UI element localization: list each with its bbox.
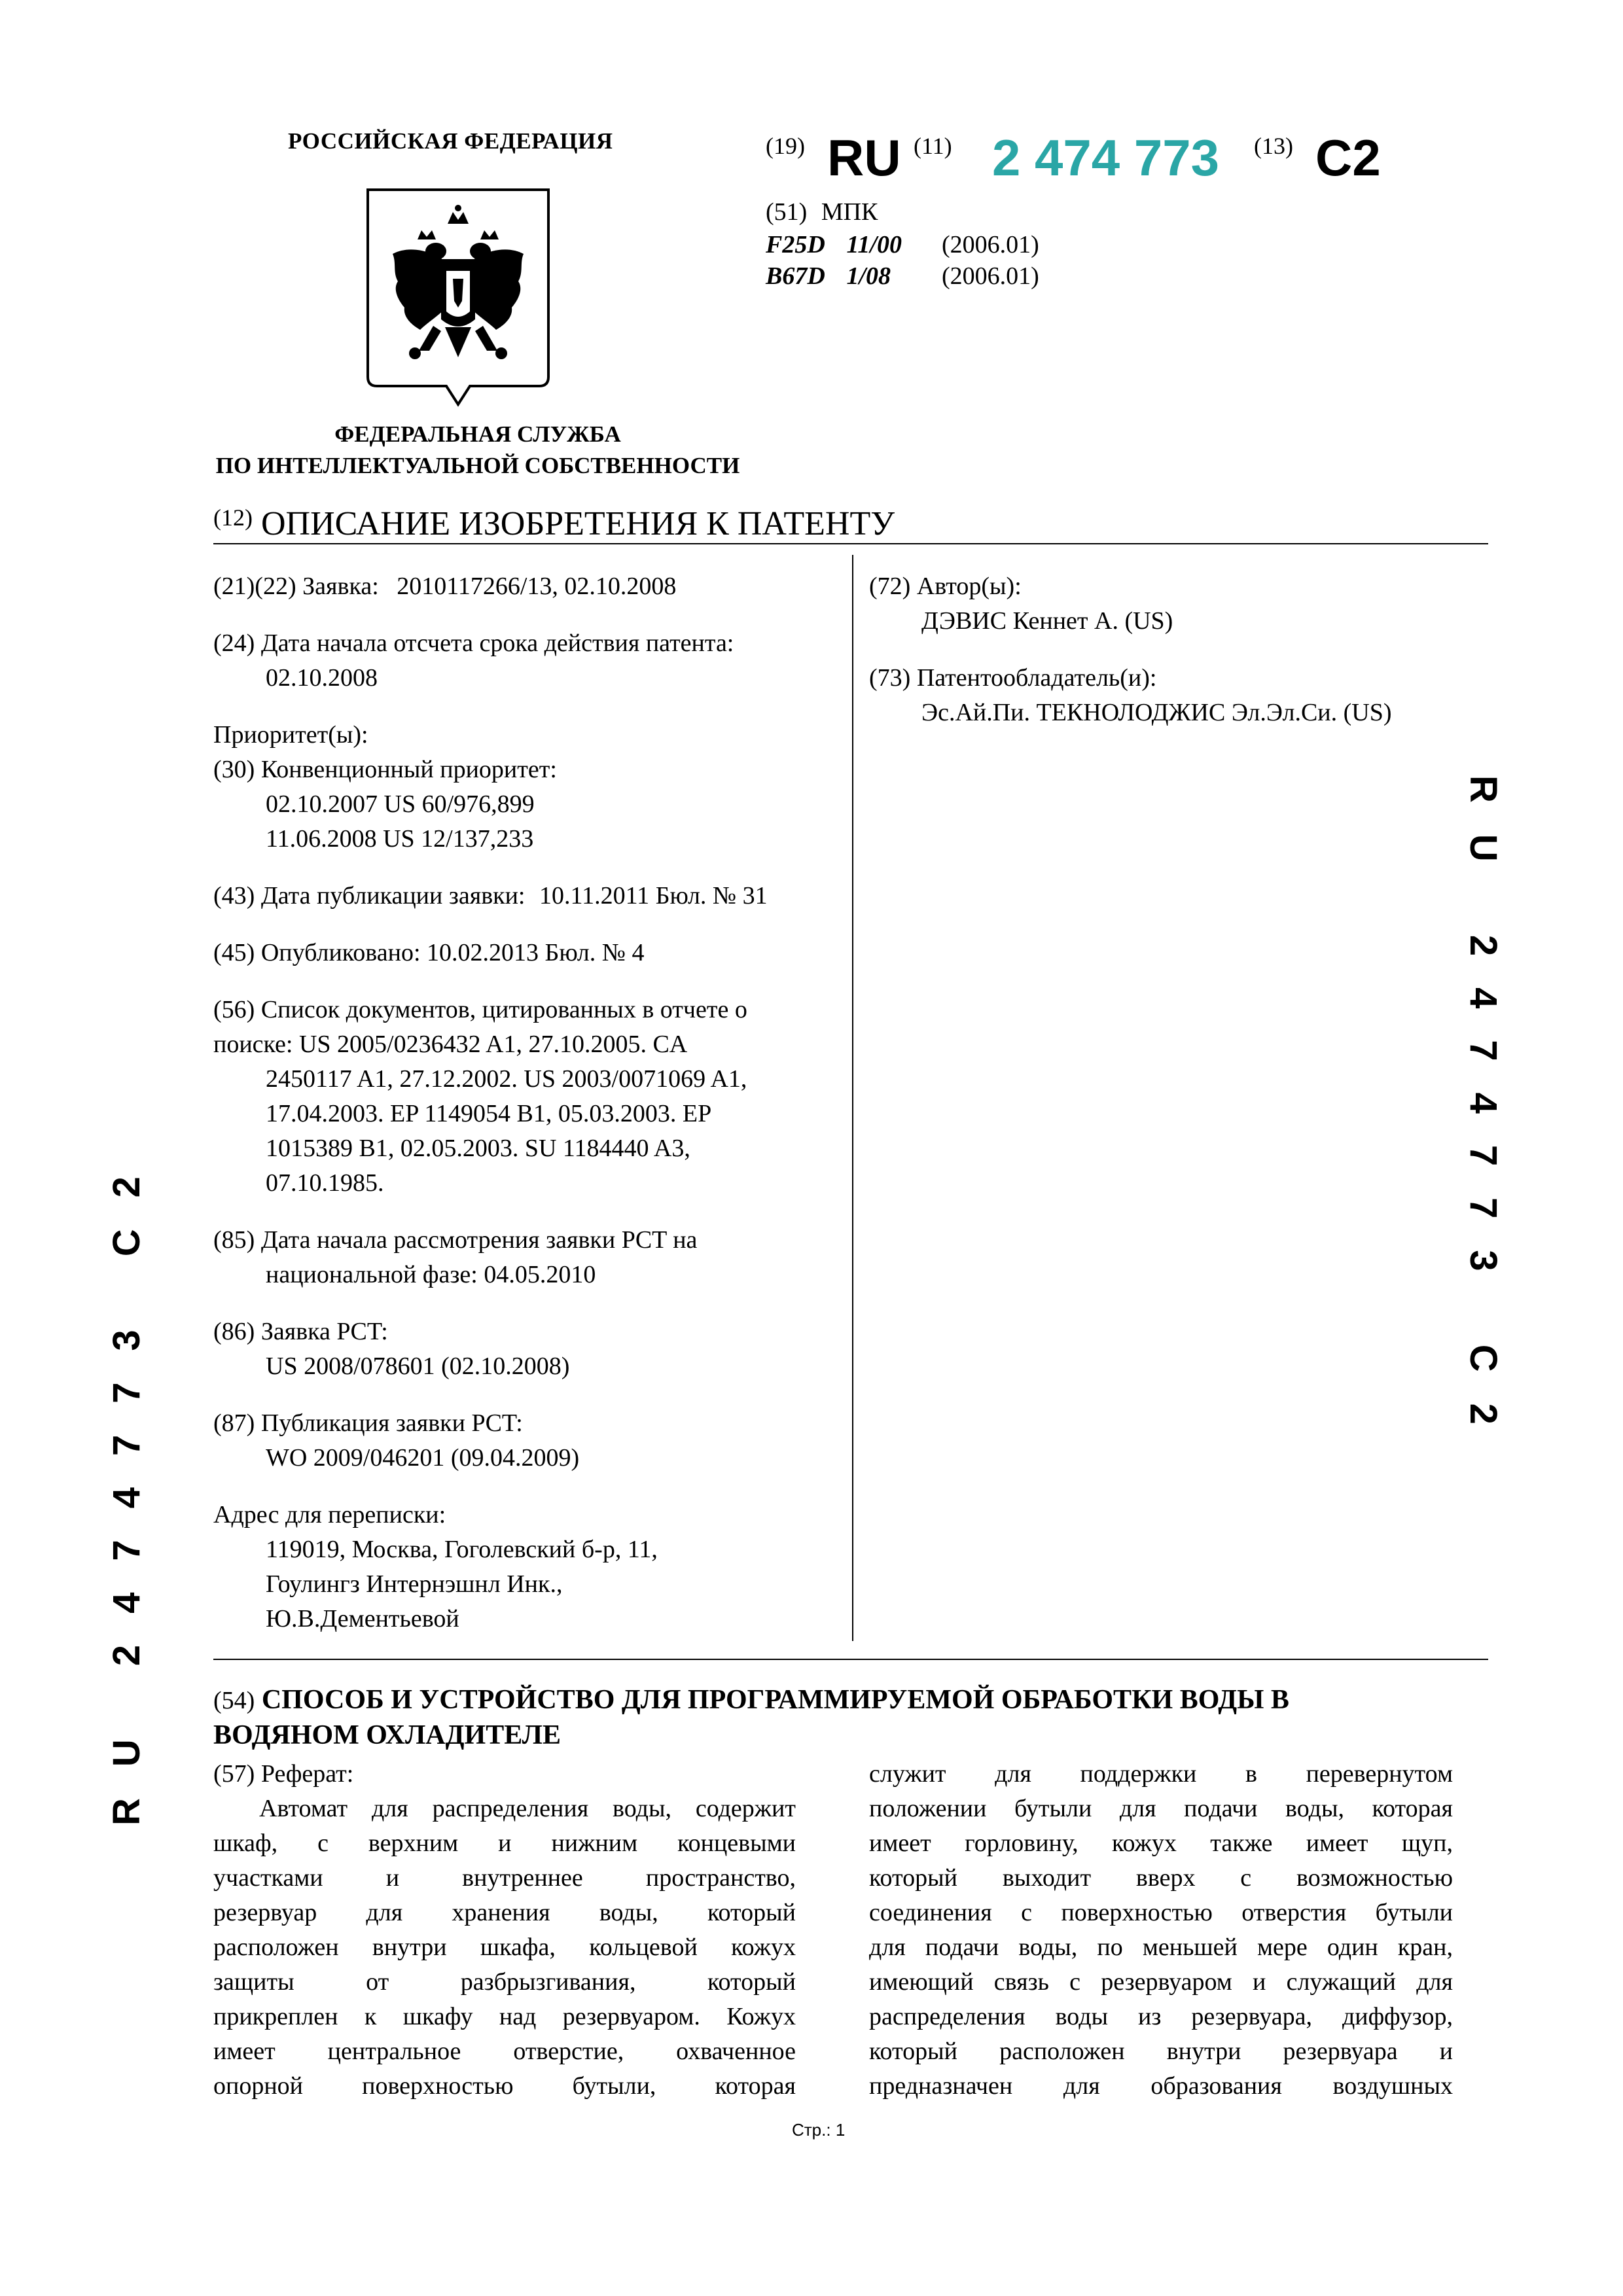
page-number: Стр.: 1 [792, 2120, 846, 2140]
russian-coat-of-arms-icon [364, 186, 552, 408]
invention-title [213, 1683, 1391, 1753]
cited-document: 07.10.1985. [266, 1169, 384, 1197]
patent-owner: Эс.Ай.Пи. ТЕКНОЛОДЖИС Эл.Эл.Си. (US) [921, 699, 1392, 726]
side-label-left: RU 2474773 C2 [105, 1145, 148, 1826]
document-title [213, 504, 895, 543]
field-code: (30) [213, 756, 255, 783]
title-text: ОПИСАНИЕ ИЗОБРЕТЕНИЯ К ПАТЕНТУ [260, 505, 895, 542]
section-rule [213, 1659, 1488, 1660]
address-line: Ю.В.Дементьевой [266, 1605, 459, 1633]
field-code: (85) [213, 1226, 255, 1254]
field-code: (86) [213, 1318, 255, 1345]
field-87 [213, 1406, 842, 1475]
agency-name [196, 419, 759, 482]
field-label: национальной фазе: [266, 1261, 478, 1288]
field-code: (72) [869, 573, 911, 600]
kind-code: C2 [1315, 129, 1381, 186]
field-label: Автор(ы): [916, 573, 1022, 600]
field-label: поиске: [213, 1031, 293, 1058]
ipc-class: B67D [766, 262, 825, 290]
abstract-line: шкаф, с верхним и нижним концевыми [213, 1829, 796, 1857]
publication-date: 10.11.2011 [539, 882, 650, 910]
field-56 [213, 993, 842, 1201]
application-value: 2010117266/13, 02.10.2008 [397, 573, 677, 600]
field-45 [213, 936, 842, 970]
field-24 [213, 626, 842, 696]
abstract-line: служит для поддержки в перевернутом [869, 1760, 1453, 1788]
abstract-line: прикреплен к шкафу над резервуаром. Кожух [213, 2003, 796, 2030]
ipc-label: МПК [821, 198, 878, 226]
agency-line-1: ФЕДЕРАЛЬНАЯ СЛУЖБА [334, 421, 621, 447]
field-label: Патентообладатель(и): [916, 664, 1157, 692]
field-label: Дата начала рассмотрения заявки PCT на [260, 1226, 698, 1254]
bibliographic-data-right [869, 569, 1491, 730]
term-start-value: 02.10.2008 [266, 664, 378, 692]
country-name: РОССИЙСКАЯ ФЕДЕРАЦИЯ [288, 128, 613, 154]
field-code: (73) [869, 664, 911, 692]
bulletin: Бюл. № 31 [655, 882, 768, 910]
field-label: Дата публикации заявки: [260, 882, 526, 910]
code-11: (11) [914, 133, 952, 159]
field-label: Заявка PCT: [260, 1318, 388, 1345]
field-label: Публикация заявки PCT: [260, 1409, 523, 1437]
ipc-group: 11/00 [846, 231, 902, 258]
code-51: (51) [766, 198, 808, 226]
bulletin: Бюл. № 4 [544, 939, 645, 966]
abstract-line: для подачи воды, по меньшей мере один кран, [869, 1934, 1453, 1961]
cited-document: 2450117 A1, 27.12.2002. US 2003/0071069 A1, [266, 1065, 747, 1093]
title-code: (12) [213, 504, 253, 531]
ipc-row [766, 262, 1039, 291]
abstract-line: распределения воды из резервуара, диффузор, [869, 2003, 1453, 2030]
address-line: Гоулингз Интернэшнл Инк., [266, 1570, 563, 1598]
priority-entry: 02.10.2007 US 60/976,899 [266, 790, 535, 818]
country-code: RU [827, 129, 901, 186]
priority-entry: 11.06.2008 US 12/137,233 [266, 825, 534, 853]
abstract-line: имеет центральное отверстие, охваченное [213, 2038, 796, 2065]
abstract-line: имеющий связь с резервуаром и служащий для [869, 1968, 1453, 1996]
pct-publication-value: WO 2009/046201 (09.04.2009) [266, 1444, 580, 1472]
abstract-line: Автомат для распределения воды, содержит [259, 1795, 796, 1822]
correspondence-address [213, 1498, 842, 1636]
field-85 [213, 1223, 842, 1292]
abstract-left-column [213, 1757, 796, 2104]
field-label: Список документов, цитированных в отчете о [260, 996, 747, 1023]
ipc-header [766, 198, 878, 226]
abstract-heading [213, 1757, 796, 1792]
field-label: Опубликовано: [260, 939, 421, 966]
field-code: (57) [213, 1760, 255, 1788]
cited-document: 17.04.2003. EP 1149054 B1, 05.03.2003. EP [266, 1100, 712, 1127]
field-21-22 [213, 569, 842, 604]
ipc-version: (2006.01) [942, 262, 1039, 290]
field-73 [869, 661, 1491, 730]
abstract-line: предназначен для образования воздушных [869, 2072, 1453, 2100]
abstract-line: защиты от разбрызгивания, который [213, 1968, 796, 1996]
code-13: (13) [1254, 133, 1293, 159]
code-19: (19) [766, 133, 805, 159]
field-code: (24) [213, 629, 255, 657]
abstract-line: имеет горловину, кожух также имеет щуп, [869, 1829, 1453, 1857]
field-code: (56) [213, 996, 255, 1023]
published-date: 10.02.2013 [427, 939, 539, 966]
patent-number: 2 474 773 [992, 129, 1220, 186]
address-line: 119019, Москва, Гоголевский б-р, 11, [266, 1536, 658, 1563]
inventor-name: ДЭВИС Кеннет А. (US) [921, 607, 1173, 635]
abstract-line: участками и внутреннее пространство, [213, 1864, 796, 1892]
priority-label: Приоритет(ы): [213, 721, 368, 749]
invention-title-line: СПОСОБ И УСТРОЙСТВО ДЛЯ ПРОГРАММИРУЕМОЙ ОБРАБОТКИ ВОДЫ В [261, 1685, 1289, 1715]
field-86 [213, 1315, 842, 1384]
ipc-row [766, 230, 1039, 259]
field-label: Конвенционный приоритет: [260, 756, 557, 783]
invention-title-line: ВОДЯНОМ ОХЛАДИТЕЛЕ [213, 1720, 561, 1750]
pct-application-value: US 2008/078601 (02.10.2008) [266, 1352, 570, 1380]
pct-national-date: 04.05.2010 [484, 1261, 596, 1288]
side-label-right: RU 2474773 C2 [1462, 775, 1505, 1456]
abstract-line: опорной поверхностью бутыли, которая [213, 2072, 796, 2100]
field-label: Заявка: [302, 573, 379, 600]
abstract-line: который выходит вверх с возможностью [869, 1864, 1453, 1892]
field-code: (54) [213, 1687, 255, 1714]
column-divider [852, 555, 853, 1641]
agency-line-2: ПО ИНТЕЛЛЕКТУАЛЬНОЙ СОБСТВЕННОСТИ [215, 453, 740, 478]
ipc-class: F25D [766, 231, 825, 258]
field-43 [213, 879, 842, 913]
field-code: (45) [213, 939, 255, 966]
abstract-line: соединения с поверхностью отверстия бутыли [869, 1899, 1453, 1926]
ipc-group: 1/08 [846, 262, 891, 290]
cited-document: 1015389 B1, 02.05.2003. SU 1184440 A3, [266, 1135, 690, 1162]
title-rule [213, 543, 1488, 544]
field-code: (87) [213, 1409, 255, 1437]
abstract-line: положении бутыли для подачи воды, которая [869, 1795, 1453, 1822]
field-72 [869, 569, 1491, 639]
abstract-right-column [869, 1757, 1453, 2104]
field-30 [213, 752, 842, 857]
bibliographic-data-left [213, 569, 842, 1636]
abstract-line: который расположен внутри резервуара и [869, 2038, 1453, 2065]
ipc-version: (2006.01) [942, 231, 1039, 258]
field-code: (43) [213, 882, 255, 910]
cited-document: US 2005/0236432 A1, 27.10.2005. CA [298, 1031, 688, 1058]
abstract-line: расположен внутри шкафа, кольцевой кожух [213, 1934, 796, 1961]
abstract-label: Реферат: [260, 1760, 354, 1788]
field-label: Дата начала отсчета срока действия патента: [260, 629, 734, 657]
field-code: (21)(22) [213, 573, 296, 600]
abstract-line: резервуар для хранения воды, который [213, 1899, 796, 1926]
address-label: Адрес для переписки: [213, 1501, 446, 1528]
